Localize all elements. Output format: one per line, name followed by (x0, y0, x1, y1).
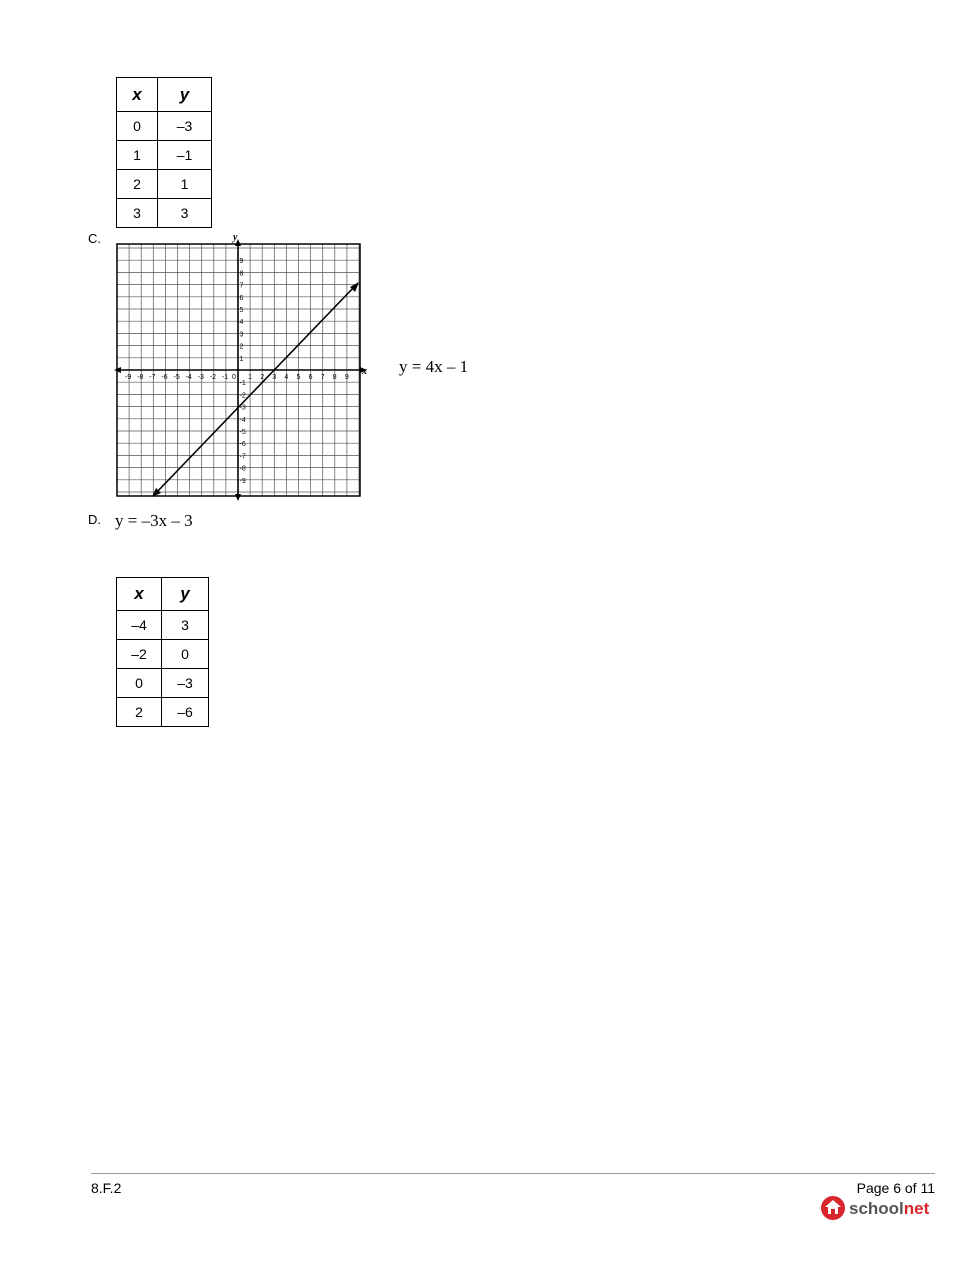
table-header-x: x (117, 78, 158, 112)
y-tick-label: 9 (239, 258, 244, 266)
table-row (117, 698, 209, 727)
x-tick-label: -2 (209, 374, 217, 381)
x-tick-label: -1 (221, 374, 229, 381)
table-row (117, 640, 209, 669)
table-header-y: y (162, 578, 209, 611)
equation-text: y = –3x – 3 (115, 511, 193, 530)
table-cell: –2 (117, 640, 162, 669)
y-tick-label: 2 (239, 343, 244, 351)
x-tick-label: -9 (125, 374, 132, 381)
y-tick-label: -2 (239, 392, 246, 400)
xy-table-bottom (116, 577, 209, 727)
table-cell: 0 (117, 112, 158, 141)
option-c-label: C. (88, 231, 101, 246)
x-tick-label: 3 (272, 374, 277, 381)
y-tick-label: 3 (239, 331, 244, 339)
table-cell: 0 (117, 669, 162, 698)
table-cell: 3 (158, 199, 212, 228)
y-tick-label: 1 (239, 355, 244, 363)
y-tick-label: 8 (239, 270, 244, 278)
y-tick-label: 7 (239, 282, 244, 290)
y-tick-label: 5 (239, 307, 244, 314)
y-tick-label: -3 (239, 404, 246, 412)
y-tick-label: -4 (239, 416, 246, 424)
y-tick-label: -5 (239, 429, 246, 436)
table-header-y: y (158, 78, 212, 112)
table-cell: –6 (162, 698, 209, 727)
origin-label: 0 (232, 374, 236, 381)
option-d-label: D. (88, 512, 101, 527)
table-row (117, 170, 212, 199)
table-row (117, 611, 209, 640)
x-tick-label: 6 (308, 374, 313, 381)
x-tick-label: 1 (248, 374, 253, 381)
footer-page-number: Page 6 of 11 (856, 1180, 935, 1196)
table-cell: 3 (162, 611, 209, 640)
table-cell: 3 (117, 199, 158, 228)
table-cell: 1 (158, 170, 212, 199)
x-tick-label: -7 (149, 374, 156, 381)
table-cell: 2 (117, 698, 162, 727)
x-tick-label: 2 (260, 374, 265, 381)
x-tick-label: -8 (137, 374, 144, 381)
y-tick-label: -8 (239, 465, 246, 473)
y-tick-label: -6 (239, 441, 246, 449)
y-axis-label: y (233, 232, 238, 243)
table-header-x: x (117, 578, 162, 611)
footer-standard: 8.F.2 (91, 1180, 122, 1196)
x-tick-label: 7 (320, 374, 325, 381)
table-cell: –1 (158, 141, 212, 170)
table-row (117, 669, 209, 698)
x-tick-label: 5 (296, 374, 301, 381)
schoolnet-logo (820, 1194, 936, 1224)
y-tick-label: -7 (239, 453, 246, 461)
x-tick-label: 9 (344, 374, 349, 381)
logo-text: schoolnet (849, 1199, 930, 1218)
y-axis-arrow-down (235, 494, 241, 501)
table-row (117, 141, 212, 170)
y-tick-label: -1 (239, 380, 246, 388)
option-d-equation (115, 511, 193, 531)
x-tick-labels (125, 374, 349, 381)
x-axis-label: x (362, 366, 367, 377)
xy-table-top (116, 77, 212, 228)
footer-divider (91, 1173, 935, 1174)
table-row (117, 112, 212, 141)
table-cell: –3 (158, 112, 212, 141)
table-cell: 0 (162, 640, 209, 669)
x-tick-label: -3 (197, 374, 204, 381)
y-tick-label: 4 (239, 319, 244, 327)
table-cell: 1 (117, 141, 158, 170)
table-cell: 2 (117, 170, 158, 199)
y-tick-label: 6 (239, 294, 244, 302)
x-tick-label: -5 (173, 374, 180, 381)
table-cell: –3 (162, 669, 209, 698)
plotted-line (155, 282, 356, 494)
x-tick-label: 8 (332, 374, 337, 381)
x-tick-label: -6 (161, 374, 168, 381)
equation-text: y = 4x – 1 (399, 357, 469, 376)
x-tick-label: 4 (284, 374, 289, 381)
table-row (117, 199, 212, 228)
y-tick-labels (240, 258, 246, 485)
coordinate-graph (112, 232, 374, 502)
y-tick-label: -9 (239, 477, 246, 485)
table-cell: –4 (117, 611, 162, 640)
option-c-equation (399, 357, 468, 377)
x-tick-label: -4 (185, 374, 192, 381)
